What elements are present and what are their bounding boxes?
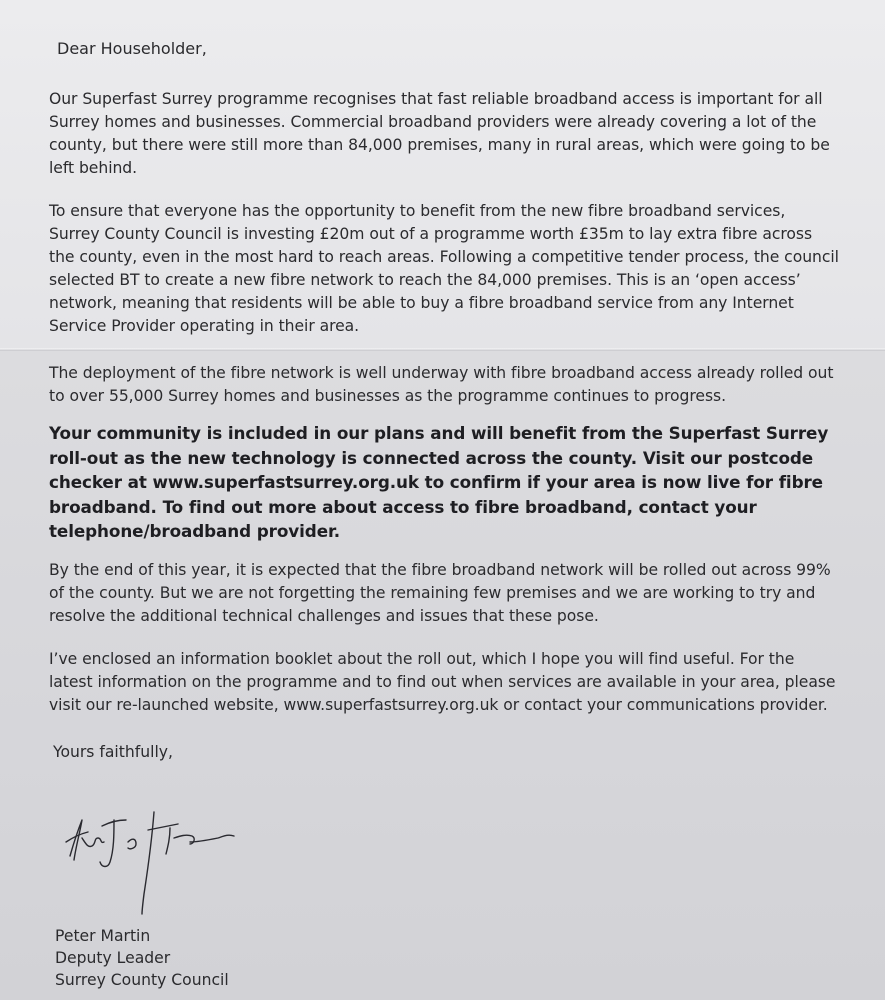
paragraph-deployment: The deployment of the fibre network is well underway with fibre broadband access already rolled out to over 55,000 Surrey homes and businesses as the programme continues to progress.	[49, 364, 834, 405]
paragraph-investment: To ensure that everyone has the opportunity to benefit from the new fibre broadband services, Surrey County Council is investing £20m out of a programme worth £35m to lay extra fibre across the county, even in the most hard to reach areas. Following a competitive tender process, the council selected BT to create a new fibre network to reach the 84,000 premises. This is an ‘open access’ network, meaning that residents will be able to buy a fibre broadband service from any Internet Service Provider operating in their area.	[49, 202, 839, 335]
closing-line: Yours faithfully,	[53, 742, 173, 761]
signatory-organisation: Surrey County Council	[55, 971, 229, 989]
paragraph-community-highlight: Your community is included in our plans and will benefit from the Superfast Surrey roll-out as the new technology is connected across the county. Visit our postcode checker at www.superfastsurrey.org.uk to confirm if your area is now live for fibre broadband. To find out more about access to fibre broadband, contact your telephone/broadband provider.	[49, 423, 829, 541]
paragraph-coverage-target: By the end of this year, it is expected that the fibre broadband network will be rolled out across 99% of the county. But we are not forgetting the remaining few premises and we are working to try and resolve the additional technical challenges and issues that these pose.	[49, 560, 831, 625]
handwritten-signature	[58, 798, 258, 928]
salutation: Dear Householder,	[57, 39, 207, 58]
paragraph-booklet-info: I’ve enclosed an information booklet about the roll out, which I hope you will find useful. For the latest information on the programme and to find out when services are available in your area, please visit our re-launched website, www.superfastsurrey.org.uk or contact your communications provider.	[49, 649, 836, 714]
signatory-name: Peter Martin	[55, 927, 151, 945]
signatory-title: Deputy Leader	[55, 949, 171, 967]
signatory-block	[55, 925, 229, 991]
paragraph-programme-intro: Our Superfast Surrey programme recognises that fast reliable broadband access is important for all Surrey homes and businesses. Commercial broadband providers were already covering a lot of the county, but there were still more than 84,000 premises, many in rural areas, which were going to be left behind.	[49, 90, 830, 177]
letter-body	[49, 38, 839, 763]
